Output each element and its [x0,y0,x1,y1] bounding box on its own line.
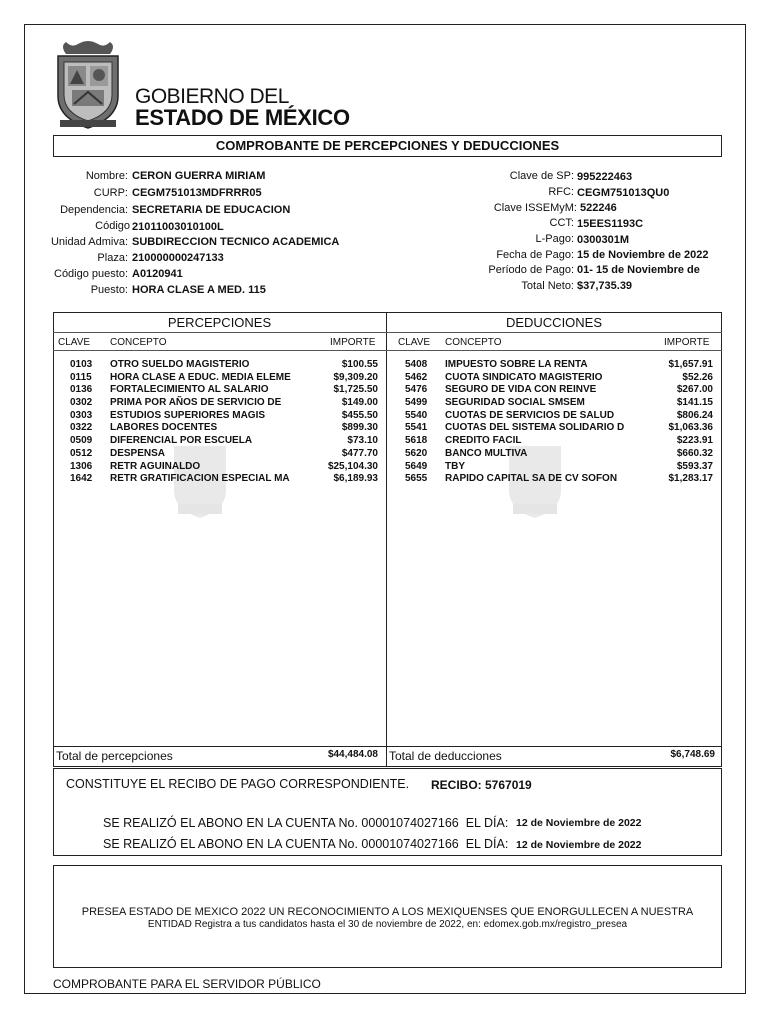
codigo-puesto-value: A0120941 [132,268,183,280]
concepto-cell: PRIMA POR AÑOS DE SERVICIO DE [110,397,282,409]
importe-cell: $1,063.36 [668,422,713,434]
table-row [405,448,713,461]
concepto-cell: BANCO MULTIVA [445,447,528,459]
concepto-cell: IMPUESTO SOBRE LA RENTA [445,359,588,370]
table-row [70,448,378,461]
puesto-value: HORA CLASE A MED. 115 [132,284,266,296]
importe-cell: $1,657.91 [668,359,713,370]
importe-cell: $267.00 [676,384,713,396]
clave-cell: 0509 [70,435,93,447]
clave-cell: 0322 [70,422,93,434]
plaza-value: 210000000247133 [132,252,224,264]
importe-cell: $806.24 [676,409,713,421]
nombre-value: CERON GUERRA MIRIAM [132,170,266,182]
table-row [405,473,713,486]
cct-value: 15EES1193C [577,218,644,230]
total-neto-label: Total Neto: [521,280,574,292]
concepto-cell: CREDITO FACIL [445,435,522,447]
importe-cell: $593.37 [676,460,713,472]
clave-cell: 0512 [70,447,93,459]
table-row [70,435,378,448]
rfc-value: CEGM751013QU0 [577,187,670,199]
clave-cell: 5462 [405,371,428,383]
clave-cell: 5655 [405,473,428,485]
clave-sp-value: 995222463 [577,171,633,183]
deducciones-col-importe: IMPORTE [664,337,710,348]
codigo-value: 21011003010100L [132,221,224,233]
deducciones-title: DEDUCCIONES [505,315,603,330]
concepto-cell: TBY [445,460,465,472]
total-deducciones-label: Total de deducciones [389,749,502,763]
importe-cell: $73.10 [347,435,378,447]
importe-cell: $149.00 [341,397,378,409]
notice-line-1: PRESEA ESTADO DE MEXICO 2022 UN RECONOCIMIENTO A LOS MEXIQUENSES QUE ENORGULLECEN A NUESTRA [81,906,694,918]
nombre-label: Nombre: [85,170,128,182]
unidad-label: Unidad Admiva: [50,236,128,248]
periodo-label: Período de Pago: [488,264,574,276]
abono-text-2: SE REALIZÓ EL ABONO EN LA CUENTA No. 00001074027166 EL DÍA: [103,837,509,851]
deducciones-col-clave: CLAVE [398,337,431,348]
clave-cell: 1306 [70,460,93,472]
clave-sp-label: Clave de SP: [509,170,574,182]
plaza-label: Plaza: [97,252,128,264]
concepto-cell: LABORES DOCENTES [110,422,218,434]
concepto-cell: FORTALECIMIENTO AL SALARIO [110,384,269,396]
footer-text: COMPROBANTE PARA EL SERVIDOR PÚBLICO [53,977,321,991]
table-divider [386,312,387,767]
clave-cell: 5649 [405,460,428,472]
notice-line-2: ENTIDAD Registra a tus candidatos hasta el 30 de noviembre de 2022, en: edomex.gob.mx/registro_presea [147,919,628,930]
total-percepciones-value: $44,484.08 [327,749,378,760]
concepto-cell: ESTUDIOS SUPERIORES MAGIS [110,409,266,421]
table-header-separator [53,350,722,351]
table-row [70,397,378,410]
importe-cell: $52.26 [682,371,713,383]
total-neto-value: $37,735.39 [577,280,633,292]
clave-cell: 5620 [405,447,428,459]
clave-cell: 5476 [405,384,428,396]
concepto-cell: RAPIDO CAPITAL SA DE CV SOFON [445,473,618,485]
abono-text-1: SE REALIZÓ EL ABONO EN LA CUENTA No. 00001074027166 EL DÍA: [103,816,509,830]
periodo-value: 01- 15 de Noviembre de [577,264,700,276]
importe-cell: $1,283.17 [668,473,713,485]
percepciones-col-importe: IMPORTE [330,337,376,348]
table-title-separator [53,332,722,333]
table-row [405,422,713,435]
concepto-cell: SEGURO DE VIDA CON REINVE [445,384,597,396]
importe-cell: $6,189.93 [333,473,378,485]
table-total-separator [53,746,722,747]
clave-cell: 0103 [70,359,93,370]
concepto-cell: RETR AGUINALDO [110,460,201,472]
table-row [405,461,713,474]
table-row [70,359,378,372]
concepto-cell: CUOTA SINDICATO MAGISTERIO [445,371,603,383]
table-row [70,422,378,435]
clave-cell: 0302 [70,397,93,409]
puesto-label: Puesto: [90,284,128,296]
table-row [405,384,713,397]
clave-cell: 5499 [405,397,428,409]
issemym-value: 522246 [580,202,617,214]
deducciones-list [405,359,713,486]
table-row [70,384,378,397]
table-row [405,359,713,372]
table-row [405,397,713,410]
document-title: COMPROBANTE DE PERCEPCIONES Y DEDUCCIONES [53,135,722,157]
percepciones-col-clave: CLAVE [58,337,91,348]
state-coat-of-arms-icon [52,38,124,130]
clave-cell: 5540 [405,409,428,421]
curp-value: CEGM751013MDFRRR05 [132,187,262,199]
cct-label: CCT: [549,217,574,229]
clave-cell: 1642 [70,473,93,485]
table-row [70,473,378,486]
abono-fecha-1: 12 de Noviembre de 2022 [516,817,642,829]
curp-label: CURP: [93,187,128,199]
concepto-cell: OTRO SUELDO MAGISTERIO [110,359,250,370]
total-deducciones-value: $6,748.69 [670,749,715,760]
clave-cell: 0136 [70,384,93,396]
clave-cell: 5618 [405,435,428,447]
deducciones-col-concepto: CONCEPTO [445,337,502,348]
importe-cell: $100.55 [341,359,378,370]
rfc-label: RFC: [548,186,574,198]
importe-cell: $477.70 [341,447,378,459]
clave-cell: 5541 [405,422,428,434]
table-row [405,410,713,423]
lpago-label: L-Pago: [535,233,574,245]
gov-line-2: ESTADO DE MÉXICO [135,105,350,130]
abono-fecha-2: 12 de Noviembre de 2022 [516,839,642,851]
codigo-puesto-label: Código puesto: [54,268,128,280]
table-row [405,435,713,448]
percepciones-col-concepto: CONCEPTO [110,337,167,348]
clave-cell: 5408 [405,359,428,370]
issemym-label: Clave ISSEMyM: [493,202,577,214]
concepto-cell: HORA CLASE A EDUC. MEDIA ELEME [110,371,291,383]
recibo-number: RECIBO: 5767019 [431,778,532,792]
table-row [70,372,378,385]
percepciones-list [70,359,378,486]
percepciones-title: PERCEPCIONES [167,315,272,330]
importe-cell: $455.50 [341,409,378,421]
lpago-value: 0300301M [577,234,629,246]
table-row [70,461,378,474]
codigo-label: Código [95,220,130,232]
importe-cell: $25,104.30 [327,460,378,472]
concepto-cell: CUOTAS DEL SISTEMA SOLIDARIO D [445,422,625,434]
concepto-cell: RETR GRATIFICACION ESPECIAL MA [110,473,290,485]
fecha-pago-value: 15 de Noviembre de 2022 [577,249,709,261]
importe-cell: $660.32 [676,447,713,459]
constituye-text: CONSTITUYE EL RECIBO DE PAGO CORRESPONDIENTE. [66,777,410,791]
importe-cell: $9,309.20 [333,371,378,383]
importe-cell: $899.30 [341,422,378,434]
gov-line-1: GOBIERNO DEL [135,85,289,108]
concepto-cell: DIFERENCIAL POR ESCUELA [110,435,253,447]
total-percepciones-label: Total de percepciones [56,749,173,763]
clave-cell: 0303 [70,409,93,421]
concepto-cell: CUOTAS DE SERVICIOS DE SALUD [445,409,615,421]
concepto-cell: SEGURIDAD SOCIAL SMSEM [445,397,585,409]
dependencia-value: SECRETARIA DE EDUCACION [132,204,291,216]
unidad-value: SUBDIRECCION TECNICO ACADEMICA [132,236,340,248]
importe-cell: $1,725.50 [333,384,378,396]
fecha-pago-label: Fecha de Pago: [496,249,574,261]
clave-cell: 0115 [70,371,92,383]
dependencia-label: Dependencia: [60,204,128,216]
importe-cell: $141.15 [676,397,713,409]
table-row [70,410,378,423]
concepto-cell: DESPENSA [110,447,166,459]
importe-cell: $223.91 [676,435,713,447]
table-row [405,372,713,385]
